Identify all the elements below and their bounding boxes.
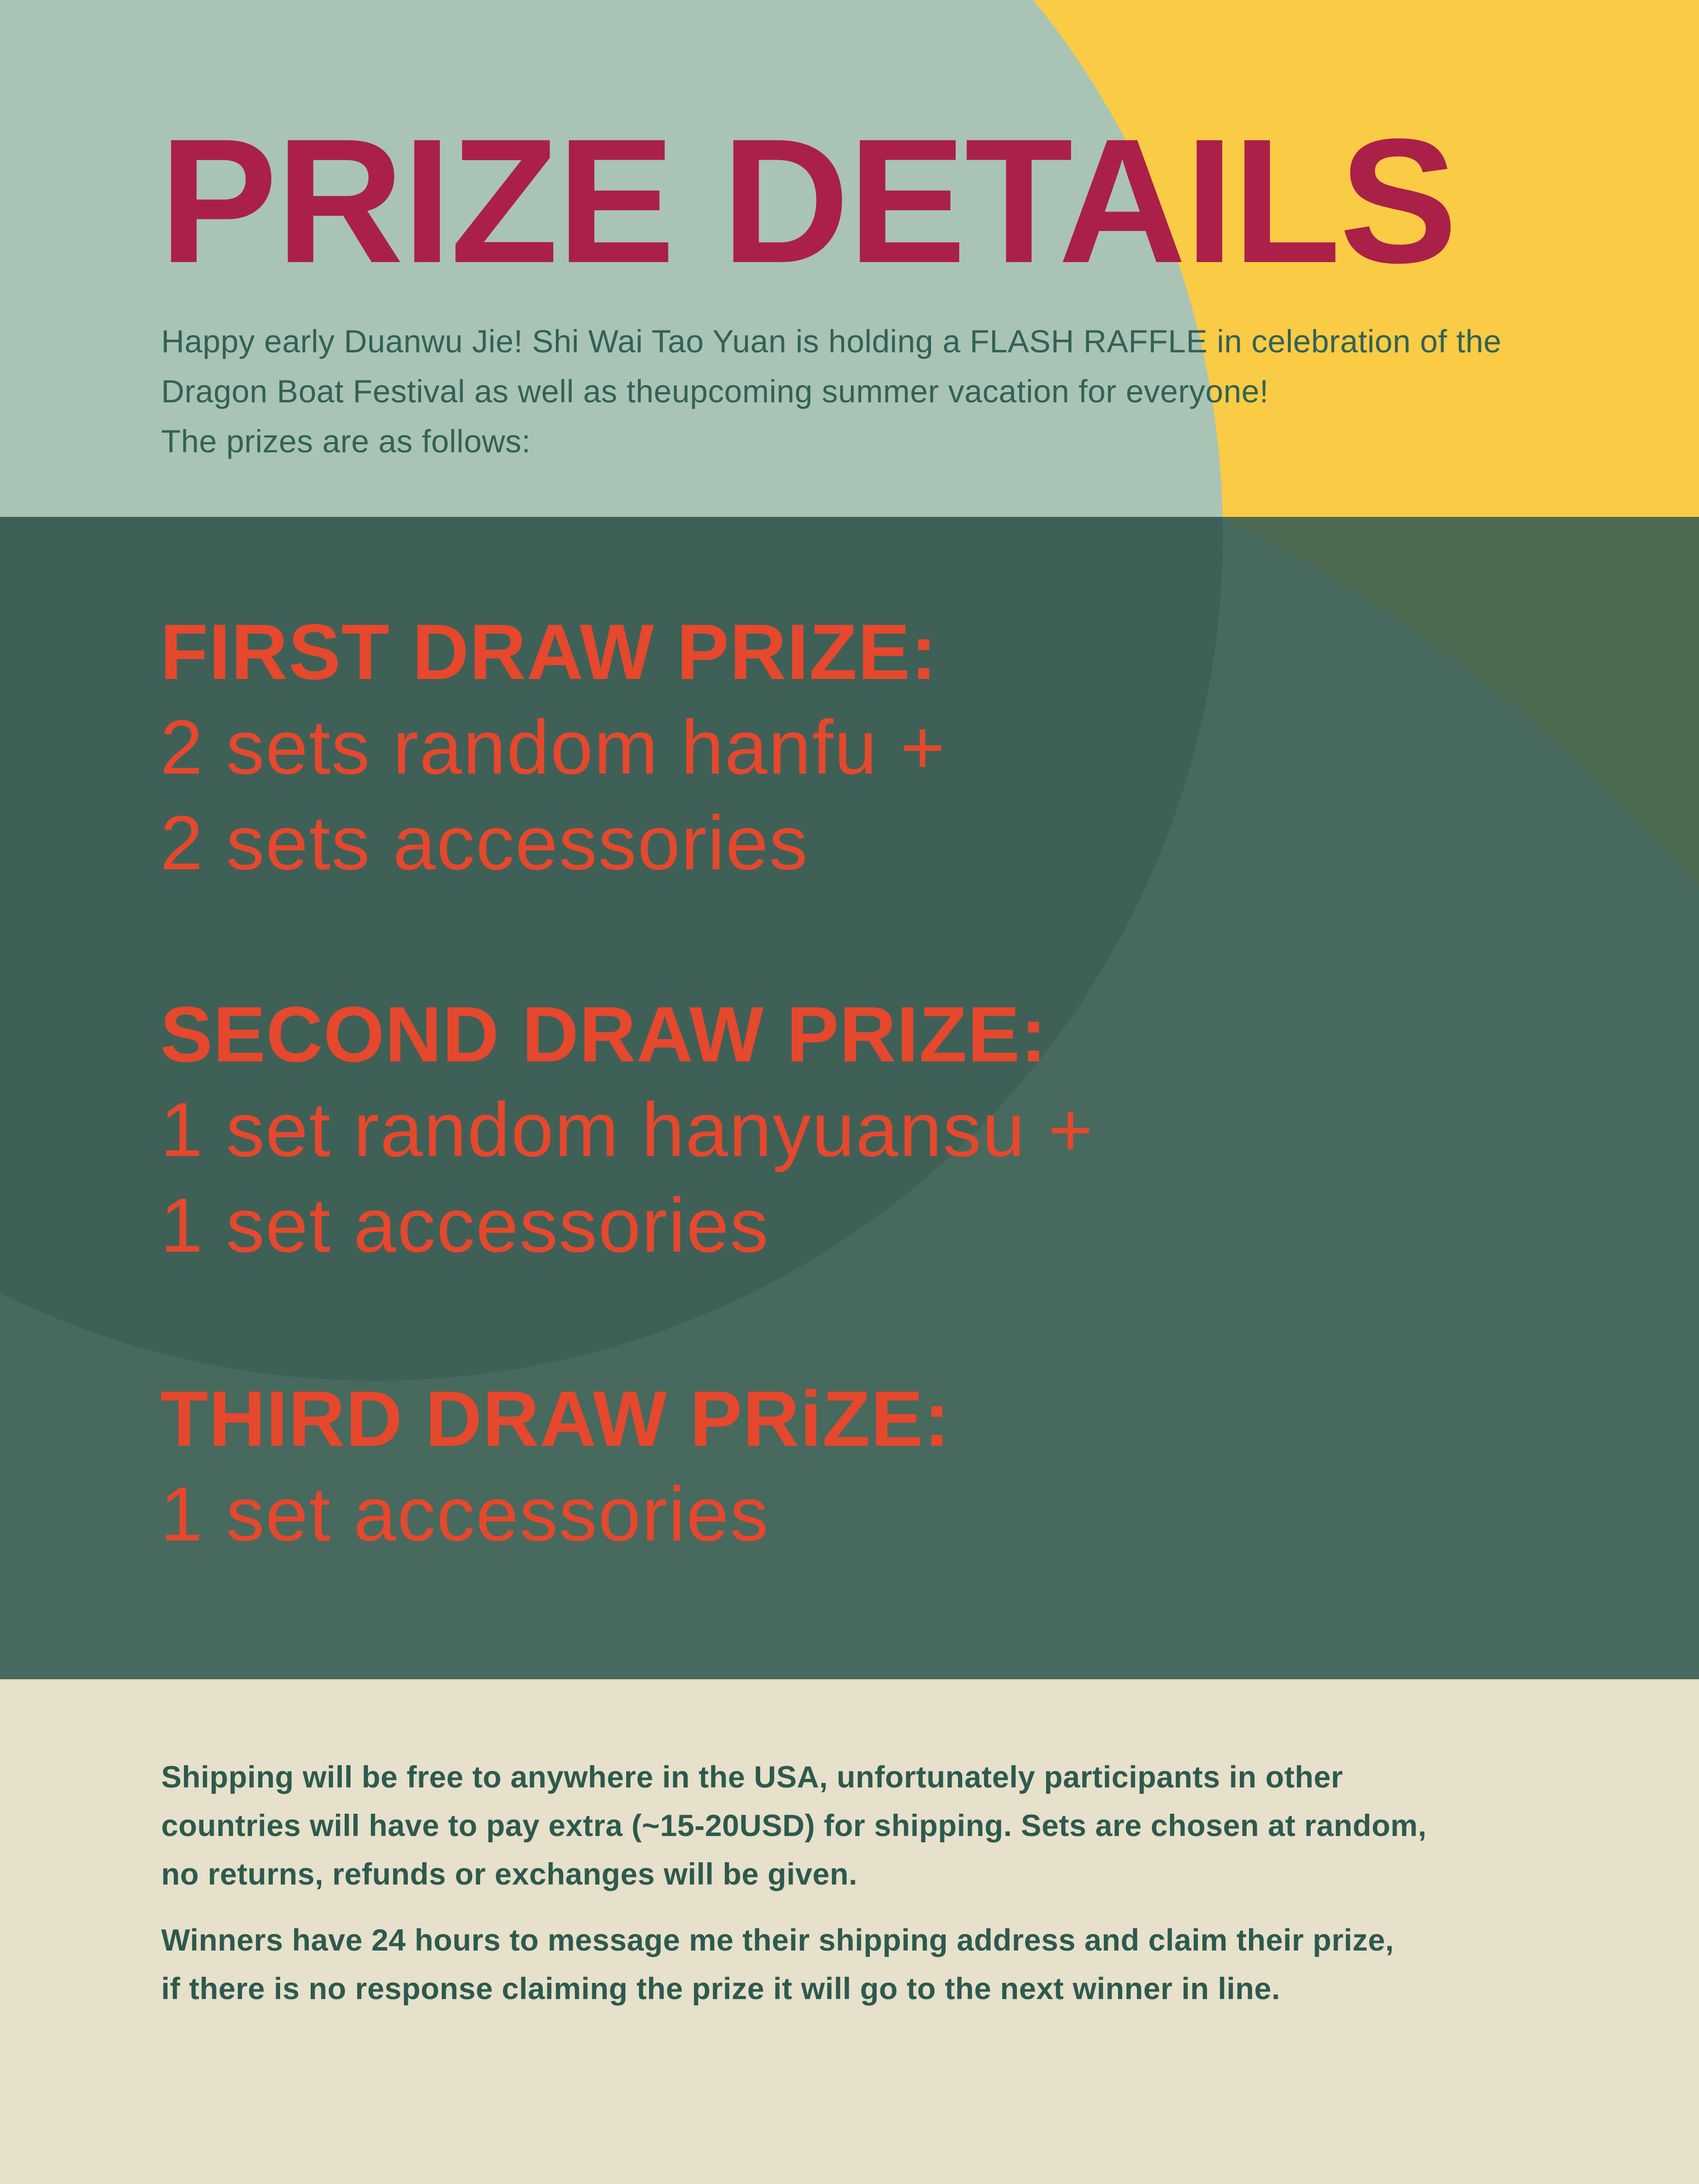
winner-claim-line: if there is no response claiming the prize it will go to the next winner in line. — [161, 1972, 1281, 2006]
intro-line: The prizes are as follows: — [161, 423, 531, 459]
first-prize-heading: FIRST DRAW PRIZE: — [160, 608, 937, 696]
shipping-terms-line: countries will have to pay extra (~15-20USD) for shipping. Sets are chosen at random, — [161, 1809, 1427, 1843]
intro-text — [161, 316, 1501, 466]
third-prize-line: 1 set accessories — [160, 1472, 769, 1557]
second-prize-block — [160, 987, 1094, 1274]
intro-line: Happy early Duanwu Jie! Shi Wai Tao Yuan is holding a FLASH RAFFLE in celebration of the — [161, 323, 1502, 359]
second-prize-line: 1 set accessories — [160, 1183, 769, 1268]
shipping-terms-line: Shipping will be free to anywhere in the USA, unfortunately participants in other — [161, 1760, 1343, 1794]
first-prize-line: 2 sets random hanfu + — [160, 705, 946, 790]
winner-claim-line: Winners have 24 hours to message me their shipping address and claim their prize, — [161, 1923, 1394, 1957]
third-prize-heading: THIRD DRAW PRiZE: — [160, 1375, 950, 1463]
winner-claim-paragraph — [161, 1916, 1394, 2013]
poster-title: PRIZE DETAILS — [159, 102, 1456, 300]
second-prize-heading: SECOND DRAW PRIZE: — [160, 991, 1048, 1078]
third-prize-block — [160, 1371, 950, 1562]
shipping-terms-line: no returns, refunds or exchanges will be given. — [161, 1857, 858, 1891]
shipping-terms-paragraph — [161, 1753, 1427, 1899]
first-prize-block — [160, 604, 946, 891]
intro-line: Dragon Boat Festival as well as theupcoming summer vacation for everyone! — [161, 373, 1269, 409]
first-prize-line: 2 sets accessories — [160, 800, 809, 886]
second-prize-line: 1 set random hanyuansu + — [160, 1087, 1094, 1173]
